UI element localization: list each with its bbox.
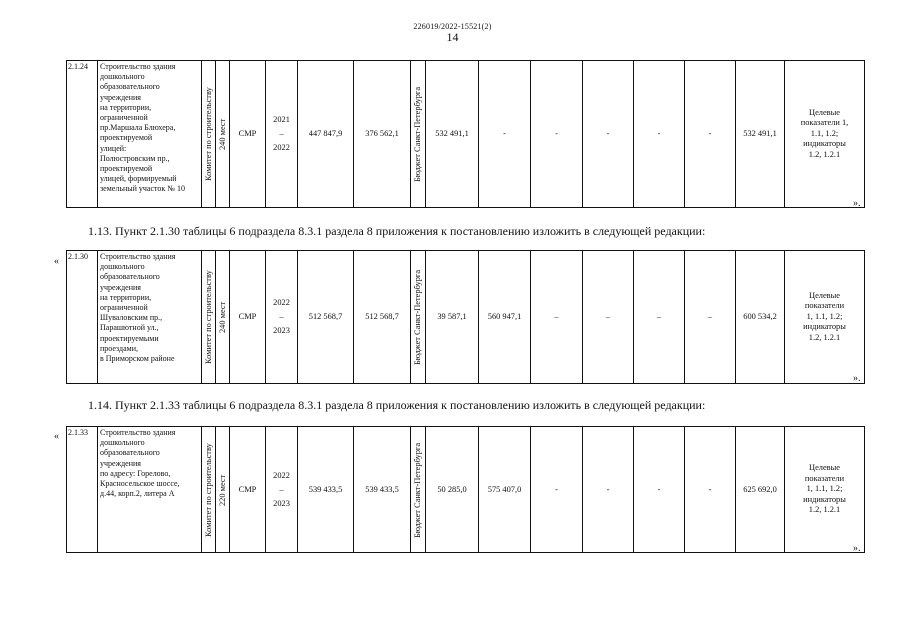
financing-year-2 [479, 427, 531, 553]
table-row [67, 251, 865, 384]
object-name-line: пр.Маршала Блюхера, [100, 123, 176, 133]
financing-year-4 [583, 61, 634, 208]
capacity [216, 427, 230, 553]
financing-year-1 [426, 61, 479, 208]
closing-quote: ». [853, 373, 861, 384]
year-dash: – [279, 129, 284, 138]
customer-agency [202, 251, 216, 384]
construction-period [266, 61, 298, 208]
financing-value: 560 947,1 [487, 312, 522, 322]
program-table [66, 60, 865, 208]
funding-source-text: Бюджет Санкт-Петербурга [413, 441, 422, 538]
document-registration-number: 226019/2022-15521(2) [413, 22, 492, 31]
year-end: 2022 [273, 143, 290, 152]
financing-value: - [606, 484, 610, 494]
financing-value: - [657, 129, 661, 139]
financing-total-value: 600 534,2 [743, 312, 777, 322]
remaining-cost-value: 539 433,5 [365, 484, 399, 494]
financing-year-6 [685, 427, 736, 553]
financing-year-1 [426, 427, 479, 553]
object-name-line: проектируемой [100, 164, 153, 174]
object-name-line: дошкольного [100, 438, 145, 448]
funding-source [411, 251, 426, 384]
customer-agency [202, 427, 216, 553]
object-name-line: д.44, корп.2, литера А [100, 489, 175, 499]
financing-value: - [708, 484, 712, 494]
capacity-text: 240 мест [218, 301, 227, 333]
remaining-cost-value: 512 568,7 [365, 312, 399, 322]
remaining-cost [354, 251, 411, 384]
customer-agency-text: Комитет по строительству [204, 442, 213, 537]
work-type-text: СМР [238, 484, 257, 494]
work-type [230, 61, 266, 208]
item-number [67, 251, 98, 384]
object-name-line: Строительство здания [100, 428, 176, 437]
item-number-text: 2.1.33 [68, 428, 88, 437]
indicator-line: Целевые [809, 107, 840, 117]
object-name-line: образовательного [100, 272, 160, 282]
indicator-line: индикаторы [803, 494, 846, 504]
year-end: 2023 [273, 498, 290, 508]
item-number [67, 61, 98, 208]
financing-value: - [708, 129, 712, 139]
financing-total [736, 251, 785, 384]
financing-total-value: 625 692,0 [743, 484, 777, 494]
object-name-line: дошкольного [100, 262, 145, 272]
work-type-text: СМР [238, 129, 257, 139]
funding-source-text: Бюджет Санкт-Петербурга [413, 86, 422, 182]
financing-year-2 [479, 61, 531, 208]
object-name-line: Парашютной ул., [100, 323, 159, 333]
financing-total [736, 61, 785, 208]
item-number [67, 427, 98, 553]
target-indicators [785, 251, 865, 384]
customer-agency-text: Комитет по строительству [204, 87, 213, 181]
estimated-cost-value: 447 847,9 [308, 129, 343, 139]
indicator-line: 1.2, 1.2.1 [808, 505, 841, 515]
indicator-line: Целевые [809, 463, 840, 473]
financing-value: – [605, 312, 611, 322]
construction-period [266, 427, 298, 553]
financing-value: - [503, 129, 506, 139]
customer-agency-text: Комитет по строительству [204, 270, 213, 364]
financing-value: 50 285,0 [437, 484, 467, 494]
year-start: 2021 [273, 115, 290, 124]
financing-year-5 [634, 61, 685, 208]
indicator-line: показатели [804, 473, 845, 483]
indicator-line: 1, 1.1, 1.2; [806, 484, 843, 494]
object-name-line: на территории, [100, 102, 152, 112]
object-name-line: на территории, [100, 292, 152, 302]
remaining-cost [354, 61, 411, 208]
estimated-cost [298, 427, 354, 553]
financing-value: – [707, 312, 713, 322]
amendment-paragraph-1-14: 1.14. Пункт 2.1.33 таблицы 6 подраздела 8.3.1 раздела 8 приложения к постановлению изложить в следующей редакции: [88, 398, 706, 412]
year-dash: – [279, 484, 284, 494]
indicator-line: индикаторы [803, 322, 846, 332]
item-number-text: 2.1.24 [68, 62, 88, 71]
object-name-line: Строительство здания [100, 62, 176, 71]
object-name-line: дошкольного [100, 72, 145, 82]
financing-value: - [555, 484, 558, 494]
financing-value: - [555, 129, 558, 139]
financing-year-4 [583, 427, 634, 553]
year-start: 2022 [273, 298, 290, 307]
funding-source-text: Бюджет Санкт-Петербурга [413, 269, 422, 365]
object-name-line: в Приморском районе [100, 354, 175, 364]
indicator-line: показатели [804, 301, 845, 311]
financing-total [736, 427, 785, 553]
financing-value: - [657, 484, 661, 494]
estimated-cost-value: 512 568,7 [308, 312, 343, 322]
capacity-text: 220 мест [218, 473, 227, 506]
financing-value: 532 491,1 [435, 129, 469, 139]
remaining-cost [354, 427, 411, 553]
indicator-line: показатели 1, [800, 118, 849, 128]
financing-year-3 [531, 251, 583, 384]
amendment-paragraph-1-13: 1.13. Пункт 2.1.30 таблицы 6 подраздела 8.3.1 раздела 8 приложения к постановлению изложить в следующей редакции: [88, 224, 706, 238]
object-name-line: учреждения [100, 282, 141, 292]
object-name-line: образовательного [100, 448, 160, 458]
opening-quote: « [54, 256, 59, 267]
object-name [98, 251, 202, 384]
financing-year-4 [583, 251, 634, 384]
remaining-cost-value: 376 562,1 [365, 129, 399, 139]
closing-quote: ». [853, 543, 861, 554]
funding-source [411, 427, 426, 553]
funding-source [411, 61, 426, 208]
financing-value: – [554, 312, 559, 322]
year-start: 2022 [273, 470, 290, 480]
work-type-text: СМР [238, 312, 257, 322]
financing-year-3 [531, 427, 583, 553]
capacity [216, 251, 230, 384]
object-name-line: ограниченной [100, 303, 148, 313]
object-name-line: по адресу: Горелово, [100, 468, 171, 478]
financing-total-value: 532 491,1 [743, 129, 777, 139]
financing-value: 575 407,0 [487, 484, 522, 494]
opening-quote: « [54, 431, 59, 442]
table-row [67, 61, 865, 208]
page-number: 14 [446, 30, 459, 44]
object-name-line: Красносельское шоссе, [100, 479, 180, 489]
object-name-line: Шуваловским пр., [100, 313, 163, 323]
target-indicators [785, 61, 865, 208]
object-name [98, 427, 202, 553]
target-indicators [785, 427, 865, 553]
year-end: 2023 [273, 326, 290, 335]
financing-value: – [656, 312, 662, 322]
construction-period [266, 251, 298, 384]
indicator-line: индикаторы [803, 139, 846, 149]
object-name-line: Строительство здания [100, 252, 176, 261]
object-name-line: проектируемой [100, 133, 153, 143]
indicator-line: Целевые [809, 290, 840, 300]
indicator-line: 1.2, 1.2.1 [808, 332, 841, 342]
indicator-line: 1.1, 1.2; [810, 128, 839, 138]
capacity [216, 61, 230, 208]
object-name-line: земельный участок № 10 [100, 184, 185, 194]
object-name-line: проектируемыми [100, 333, 159, 343]
work-type [230, 427, 266, 553]
object-name-line: проездами, [100, 343, 139, 353]
object-name-line: учреждения [100, 458, 141, 468]
financing-year-2 [479, 251, 531, 384]
closing-quote: ». [853, 198, 861, 209]
object-name-line: Полюстровским пр., [100, 153, 170, 163]
work-type [230, 251, 266, 384]
financing-year-5 [634, 251, 685, 384]
financing-value: - [606, 129, 610, 139]
object-name [98, 61, 202, 208]
object-name-line: учреждения [100, 92, 141, 102]
object-name-line: образовательного [100, 82, 160, 92]
financing-year-6 [685, 61, 736, 208]
indicator-line: 1, 1.1, 1.2; [806, 311, 843, 321]
financing-year-1 [426, 251, 479, 384]
object-name-line: улицей: [100, 143, 127, 153]
estimated-cost-value: 539 433,5 [308, 484, 343, 494]
financing-year-6 [685, 251, 736, 384]
financing-value: 39 587,1 [437, 312, 467, 322]
program-table [66, 250, 865, 384]
object-name-line: улицей, формируемый [100, 174, 177, 184]
item-number-text: 2.1.30 [68, 252, 88, 261]
indicator-line: 1.2, 1.2.1 [808, 149, 841, 159]
estimated-cost [298, 61, 354, 208]
customer-agency [202, 61, 216, 208]
capacity-text: 240 мест [218, 118, 227, 150]
table-row [67, 427, 865, 553]
year-dash: – [279, 312, 284, 321]
financing-year-3 [531, 61, 583, 208]
object-name-line: ограниченной [100, 113, 148, 123]
estimated-cost [298, 251, 354, 384]
financing-year-5 [634, 427, 685, 553]
program-table [66, 426, 865, 553]
